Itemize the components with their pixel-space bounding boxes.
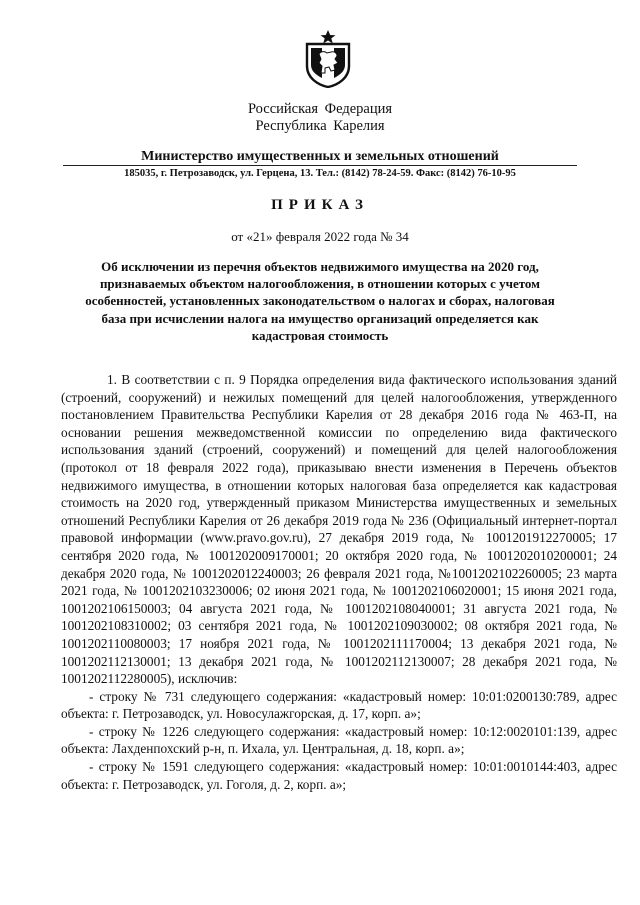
- order-body: [61, 371, 617, 793]
- emblem-bear-figure: [319, 52, 338, 73]
- exclusion-item: - строку № 731 следующего содержания: «кадастровый номер: 10:01:0200130:789, адрес объекта: г. Петрозаводск, ул. Новосулажгорская, д. 17, корп. а»;: [61, 688, 617, 722]
- country-name: Российская Федерация: [247, 101, 393, 117]
- exclusion-item: - строку № 1226 следующего содержания: «кадастровый номер: 10:12:0020101:139, адрес объекта: Лахденпохский р-н, п. Ихала, ул. Центральная, д. 18, корп. а»;: [61, 723, 617, 757]
- exclusion-item: - строку № 1591 следующего содержания: «кадастровый номер: 10:01:0010144:403, адрес объекта: г. Петрозаводск, ул. Гоголя, д. 2, корп. а»;: [61, 759, 617, 792]
- republic-name: Республика Карелия: [255, 118, 385, 134]
- ministry-name: Министерство имущественных и земельных отношений: [141, 149, 499, 164]
- ministry-address: 185035, г. Петрозаводск, ул. Герцена, 13. Тел.: (8142) 78-24-59. Факс: (8142) 76-10-95: [124, 168, 516, 179]
- karelia-coat-of-arms-emblem: [304, 30, 352, 88]
- country-block: [0, 101, 640, 135]
- order-title: ПРИКАЗ: [271, 197, 369, 213]
- body-paragraph: 1. В соответствии с п. 9 Порядка определения вида фактического использования зданий (строений, сооружений) и нежилых помещений для целей налогообложения, утвержденного постановлением Правительства Республики Карелия от 28 декабря 2016 года № 463-П, на основании решения межведомственной комиссии по определению вида фактического использования зданий (строений, сооружений) и помещений для целей налогообложения (протокол от 18 февраля 2022 года), приказываю внести изменения в Перечень объектов недвижимого имущества, в отношении которых налоговая база определяется как кадастровая стоимость на 2020 год, утвержденный приказом Министерства имущественных и земельных отношений Республики Карелия от 26 декабря 2019 года № 236 (Официальный интернет-портал правовой информации (www.pravo.gov.ru), 27 декабря 2019 года, № 1001201912270005; 17 сентября 2020 года, № 1001202009170001; 20 октября 2020 года, № 1001202010200001; 24 декабря 2020 года, № 1001202012240003; 26 февраля 2021 года, №1001202102260005; 23 марта 2021 года, № 1001202103230006; 02 июня 2021 года, № 1001202106020001; 15 июня 2021 года, 1001202106150003; 04 августа 2021 года, № 1001202108040001; 31 августа 2021 года, № 1001202108310002; 03 сентября 2021 года, № 1001202109030002; 08 октября 2021 года, № 1001202110080003; 17 ноября 2021 года, № 1001202111170004; 13 декабря 2021 года, № 1001202112130001; 13 декабря 2021 года, № 1001202112130007; 28 декабря 2021 года, № 1001202112280005), исключив:: [61, 372, 617, 687]
- emblem-crown-star: [321, 30, 336, 44]
- ministry-underline: [63, 165, 577, 166]
- order-subject: Об исключении из перечня объектов недвижимого имущества на 2020 год, признаваемых объектом налогообложения, в отношении которых с учетом особенностей, установленных законодательством о налогах и сборах, налоговая база при исчислении налога на имущество организаций определяется как кадастровая стоимость: [85, 259, 555, 343]
- order-date-number: от «21» февраля 2022 года № 34: [231, 229, 409, 244]
